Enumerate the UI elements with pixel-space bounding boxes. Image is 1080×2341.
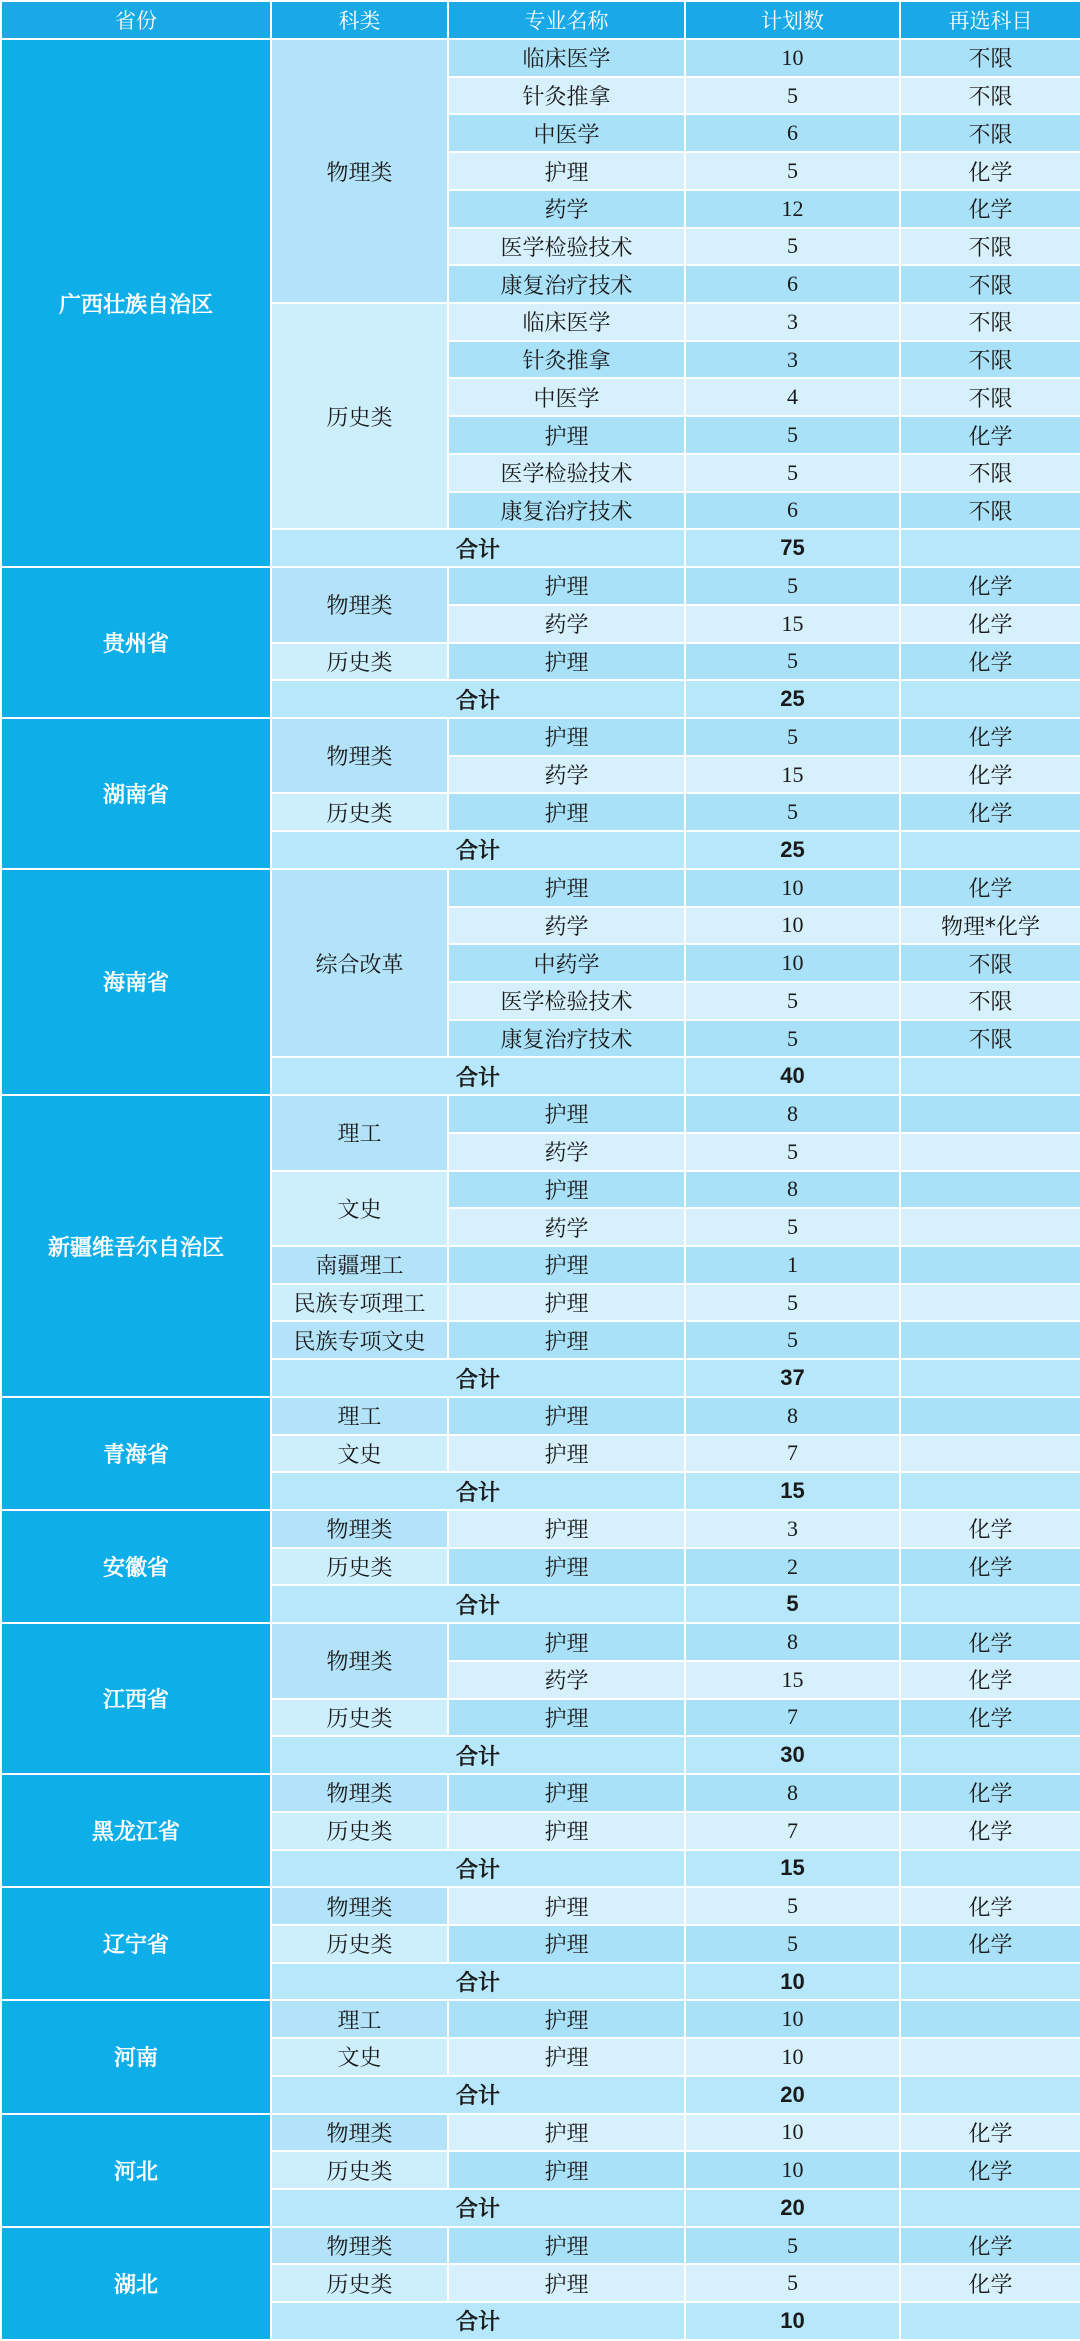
elective-subject-cell: 不限	[900, 378, 1080, 416]
plan-count-cell: 5	[685, 1887, 900, 1925]
major-cell: 护理	[448, 567, 685, 605]
plan-count-cell: 5	[685, 454, 900, 492]
total-empty-cell	[900, 2076, 1080, 2114]
total-label: 合计	[271, 1472, 685, 1510]
plan-count-cell: 5	[685, 567, 900, 605]
category-cell: 物理类	[271, 1623, 448, 1698]
header-major: 专业名称	[448, 1, 685, 39]
elective-subject-cell: 化学	[900, 1887, 1080, 1925]
major-cell: 护理	[448, 1699, 685, 1737]
total-label: 合计	[271, 1057, 685, 1095]
plan-count-cell: 5	[685, 793, 900, 831]
major-cell: 护理	[448, 2151, 685, 2189]
total-empty-cell	[900, 529, 1080, 567]
major-cell: 医学检验技术	[448, 228, 685, 266]
elective-subject-cell	[900, 1133, 1080, 1171]
plan-count-cell: 5	[685, 982, 900, 1020]
category-cell: 综合改革	[271, 869, 448, 1058]
plan-count-cell: 5	[685, 1284, 900, 1322]
elective-subject-cell	[900, 1284, 1080, 1322]
category-cell: 物理类	[271, 2114, 448, 2152]
total-label: 合计	[271, 1359, 685, 1397]
major-cell: 医学检验技术	[448, 982, 685, 1020]
plan-count-cell: 5	[685, 152, 900, 190]
major-cell: 护理	[448, 1774, 685, 1812]
total-label: 合计	[271, 2302, 685, 2340]
major-cell: 护理	[448, 1095, 685, 1133]
elective-subject-cell: 不限	[900, 944, 1080, 982]
plan-count-cell: 3	[685, 303, 900, 341]
province-name: 湖南省	[1, 718, 271, 869]
elective-subject-cell: 化学	[900, 1661, 1080, 1699]
total-count: 20	[685, 2189, 900, 2227]
elective-subject-cell: 不限	[900, 982, 1080, 1020]
elective-subject-cell: 化学	[900, 1925, 1080, 1963]
category-cell: 历史类	[271, 2151, 448, 2189]
total-empty-cell	[900, 1963, 1080, 2001]
total-count: 10	[685, 1963, 900, 2001]
elective-subject-cell: 化学	[900, 2114, 1080, 2152]
elective-subject-cell	[900, 1171, 1080, 1209]
table-row	[1, 1774, 1080, 1812]
elective-subject-cell: 化学	[900, 605, 1080, 643]
plan-count-cell: 10	[685, 944, 900, 982]
elective-subject-cell	[900, 1246, 1080, 1284]
total-count: 15	[685, 1850, 900, 1888]
header-elective-subject: 再选科目	[900, 1, 1080, 39]
major-cell: 中药学	[448, 944, 685, 982]
plan-count-cell: 5	[685, 1925, 900, 1963]
elective-subject-cell: 不限	[900, 77, 1080, 115]
header-row	[1, 1, 1080, 39]
elective-subject-cell: 不限	[900, 39, 1080, 77]
total-empty-cell	[900, 1472, 1080, 1510]
plan-count-cell: 10	[685, 2151, 900, 2189]
plan-count-cell: 8	[685, 1095, 900, 1133]
elective-subject-cell: 化学	[900, 1548, 1080, 1586]
total-empty-cell	[900, 1585, 1080, 1623]
province-name: 新疆维吾尔自治区	[1, 1095, 271, 1397]
table-row	[1, 718, 1080, 756]
major-cell: 护理	[448, 1623, 685, 1661]
plan-count-cell: 5	[685, 1133, 900, 1171]
major-cell: 护理	[448, 2264, 685, 2302]
category-cell: 历史类	[271, 643, 448, 681]
plan-count-cell: 6	[685, 492, 900, 530]
header-province: 省份	[1, 1, 271, 39]
major-cell: 护理	[448, 2038, 685, 2076]
elective-subject-cell: 化学	[900, 2264, 1080, 2302]
elective-subject-cell: 不限	[900, 303, 1080, 341]
header-category: 科类	[271, 1, 448, 39]
elective-subject-cell	[900, 1321, 1080, 1359]
plan-count-cell: 15	[685, 605, 900, 643]
major-cell: 护理	[448, 1246, 685, 1284]
total-label: 合计	[271, 1585, 685, 1623]
plan-count-cell: 10	[685, 2000, 900, 2038]
major-cell: 护理	[448, 2114, 685, 2152]
total-label: 合计	[271, 2189, 685, 2227]
table-row	[1, 869, 1080, 907]
total-count: 25	[685, 680, 900, 718]
elective-subject-cell: 不限	[900, 114, 1080, 152]
major-cell: 药学	[448, 1661, 685, 1699]
major-cell: 药学	[448, 907, 685, 945]
category-cell: 历史类	[271, 1812, 448, 1850]
total-count: 25	[685, 831, 900, 869]
province-name: 广西壮族自治区	[1, 39, 271, 567]
table-row	[1, 1397, 1080, 1435]
total-label: 合计	[271, 831, 685, 869]
plan-count-cell: 6	[685, 265, 900, 303]
category-cell: 物理类	[271, 39, 448, 303]
plan-count-cell: 5	[685, 2264, 900, 2302]
major-cell: 护理	[448, 2227, 685, 2265]
major-cell: 护理	[448, 152, 685, 190]
category-cell: 物理类	[271, 718, 448, 793]
elective-subject-cell: 化学	[900, 718, 1080, 756]
plan-count-cell: 5	[685, 643, 900, 681]
total-count: 15	[685, 1472, 900, 1510]
major-cell: 护理	[448, 1925, 685, 1963]
plan-count-cell: 3	[685, 341, 900, 379]
elective-subject-cell: 不限	[900, 1020, 1080, 1058]
category-cell: 南疆理工	[271, 1246, 448, 1284]
total-empty-cell	[900, 680, 1080, 718]
total-count: 30	[685, 1736, 900, 1774]
category-cell: 物理类	[271, 567, 448, 642]
elective-subject-cell: 化学	[900, 1510, 1080, 1548]
plan-count-cell: 5	[685, 416, 900, 454]
total-empty-cell	[900, 1057, 1080, 1095]
major-cell: 中医学	[448, 378, 685, 416]
elective-subject-cell: 化学	[900, 756, 1080, 794]
elective-subject-cell	[900, 1397, 1080, 1435]
plan-count-cell: 10	[685, 39, 900, 77]
plan-count-cell: 15	[685, 756, 900, 794]
major-cell: 康复治疗技术	[448, 1020, 685, 1058]
category-cell: 物理类	[271, 2227, 448, 2265]
plan-count-cell: 5	[685, 718, 900, 756]
province-name: 辽宁省	[1, 1887, 271, 2000]
elective-subject-cell: 不限	[900, 454, 1080, 492]
category-cell: 物理类	[271, 1887, 448, 1925]
major-cell: 药学	[448, 605, 685, 643]
elective-subject-cell: 化学	[900, 152, 1080, 190]
major-cell: 护理	[448, 793, 685, 831]
major-cell: 护理	[448, 416, 685, 454]
total-count: 75	[685, 529, 900, 567]
major-cell: 护理	[448, 1397, 685, 1435]
total-empty-cell	[900, 2302, 1080, 2340]
category-cell: 民族专项理工	[271, 1284, 448, 1322]
category-cell: 民族专项文史	[271, 1321, 448, 1359]
elective-subject-cell: 化学	[900, 2151, 1080, 2189]
elective-subject-cell: 不限	[900, 341, 1080, 379]
plan-count-cell: 8	[685, 1623, 900, 1661]
major-cell: 护理	[448, 1510, 685, 1548]
total-empty-cell	[900, 1736, 1080, 1774]
category-cell: 历史类	[271, 1548, 448, 1586]
total-count: 40	[685, 1057, 900, 1095]
elective-subject-cell: 化学	[900, 1623, 1080, 1661]
plan-count-cell: 10	[685, 869, 900, 907]
table-body	[1, 39, 1080, 2340]
plan-count-cell: 10	[685, 2114, 900, 2152]
total-empty-cell	[900, 1850, 1080, 1888]
category-cell: 文史	[271, 2038, 448, 2076]
category-cell: 理工	[271, 1397, 448, 1435]
elective-subject-cell	[900, 1208, 1080, 1246]
table-row	[1, 2114, 1080, 2152]
province-name: 河南	[1, 2000, 271, 2113]
elective-subject-cell: 化学	[900, 1774, 1080, 1812]
elective-subject-cell	[900, 1435, 1080, 1473]
major-cell: 药学	[448, 1208, 685, 1246]
category-cell: 历史类	[271, 1699, 448, 1737]
major-cell: 护理	[448, 1171, 685, 1209]
total-label: 合计	[271, 529, 685, 567]
total-count: 5	[685, 1585, 900, 1623]
table-row	[1, 2227, 1080, 2265]
major-cell: 康复治疗技术	[448, 265, 685, 303]
category-cell: 物理类	[271, 1510, 448, 1548]
table-row	[1, 1887, 1080, 1925]
category-cell: 理工	[271, 1095, 448, 1170]
plan-count-cell: 8	[685, 1397, 900, 1435]
category-cell: 历史类	[271, 2264, 448, 2302]
major-cell: 药学	[448, 756, 685, 794]
table-row	[1, 2000, 1080, 2038]
major-cell: 临床医学	[448, 303, 685, 341]
total-label: 合计	[271, 680, 685, 718]
province-name: 安徽省	[1, 1510, 271, 1623]
plan-count-cell: 15	[685, 1661, 900, 1699]
category-cell: 文史	[271, 1171, 448, 1246]
plan-count-cell: 5	[685, 77, 900, 115]
major-cell: 护理	[448, 643, 685, 681]
total-label: 合计	[271, 2076, 685, 2114]
major-cell: 护理	[448, 869, 685, 907]
major-cell: 护理	[448, 1887, 685, 1925]
elective-subject-cell: 不限	[900, 492, 1080, 530]
province-name: 湖北	[1, 2227, 271, 2340]
plan-count-cell: 5	[685, 1321, 900, 1359]
table-row	[1, 1095, 1080, 1133]
province-name: 江西省	[1, 1623, 271, 1774]
table-row	[1, 1623, 1080, 1661]
category-cell: 理工	[271, 2000, 448, 2038]
elective-subject-cell: 化学	[900, 1812, 1080, 1850]
major-cell: 临床医学	[448, 39, 685, 77]
table-row	[1, 567, 1080, 605]
category-cell: 历史类	[271, 1925, 448, 1963]
plan-count-cell: 10	[685, 907, 900, 945]
province-name: 黑龙江省	[1, 1774, 271, 1887]
category-cell: 文史	[271, 1435, 448, 1473]
major-cell: 护理	[448, 2000, 685, 2038]
plan-count-cell: 3	[685, 1510, 900, 1548]
plan-count-cell: 8	[685, 1171, 900, 1209]
plan-count-cell: 5	[685, 2227, 900, 2265]
total-count: 37	[685, 1359, 900, 1397]
major-cell: 针灸推拿	[448, 341, 685, 379]
major-cell: 康复治疗技术	[448, 492, 685, 530]
plan-count-cell: 5	[685, 1020, 900, 1058]
elective-subject-cell	[900, 2000, 1080, 2038]
table-row	[1, 1510, 1080, 1548]
total-count: 10	[685, 2302, 900, 2340]
major-cell: 护理	[448, 1812, 685, 1850]
major-cell: 药学	[448, 190, 685, 228]
total-label: 合计	[271, 1963, 685, 2001]
province-name: 河北	[1, 2114, 271, 2227]
total-empty-cell	[900, 1359, 1080, 1397]
plan-count-cell: 7	[685, 1435, 900, 1473]
elective-subject-cell: 化学	[900, 190, 1080, 228]
plan-count-cell: 10	[685, 2038, 900, 2076]
major-cell: 针灸推拿	[448, 77, 685, 115]
plan-count-cell: 8	[685, 1774, 900, 1812]
total-count: 20	[685, 2076, 900, 2114]
major-cell: 护理	[448, 1435, 685, 1473]
total-empty-cell	[900, 831, 1080, 869]
province-name: 贵州省	[1, 567, 271, 718]
plan-count-cell: 7	[685, 1812, 900, 1850]
plan-count-cell: 4	[685, 378, 900, 416]
elective-subject-cell: 物理*化学	[900, 907, 1080, 945]
plan-count-cell: 5	[685, 228, 900, 266]
header-plan-count: 计划数	[685, 1, 900, 39]
total-label: 合计	[271, 1850, 685, 1888]
province-name: 青海省	[1, 1397, 271, 1510]
major-cell: 护理	[448, 1321, 685, 1359]
plan-count-cell: 1	[685, 1246, 900, 1284]
total-empty-cell	[900, 2189, 1080, 2227]
elective-subject-cell: 化学	[900, 1699, 1080, 1737]
elective-subject-cell: 化学	[900, 567, 1080, 605]
plan-count-cell: 12	[685, 190, 900, 228]
plan-count-cell: 7	[685, 1699, 900, 1737]
total-label: 合计	[271, 1736, 685, 1774]
major-cell: 护理	[448, 718, 685, 756]
plan-count-cell: 6	[685, 114, 900, 152]
plan-count-cell: 5	[685, 1208, 900, 1246]
elective-subject-cell: 化学	[900, 2227, 1080, 2265]
major-cell: 中医学	[448, 114, 685, 152]
elective-subject-cell: 化学	[900, 869, 1080, 907]
elective-subject-cell	[900, 2038, 1080, 2076]
major-cell: 护理	[448, 1284, 685, 1322]
elective-subject-cell: 不限	[900, 265, 1080, 303]
major-cell: 药学	[448, 1133, 685, 1171]
plan-count-cell: 2	[685, 1548, 900, 1586]
elective-subject-cell: 化学	[900, 793, 1080, 831]
category-cell: 物理类	[271, 1774, 448, 1812]
table-row	[1, 39, 1080, 77]
major-cell: 护理	[448, 1548, 685, 1586]
elective-subject-cell: 不限	[900, 228, 1080, 266]
category-cell: 历史类	[271, 793, 448, 831]
elective-subject-cell	[900, 1095, 1080, 1133]
province-name: 海南省	[1, 869, 271, 1095]
major-cell: 医学检验技术	[448, 454, 685, 492]
elective-subject-cell: 化学	[900, 643, 1080, 681]
elective-subject-cell: 化学	[900, 416, 1080, 454]
category-cell: 历史类	[271, 303, 448, 529]
